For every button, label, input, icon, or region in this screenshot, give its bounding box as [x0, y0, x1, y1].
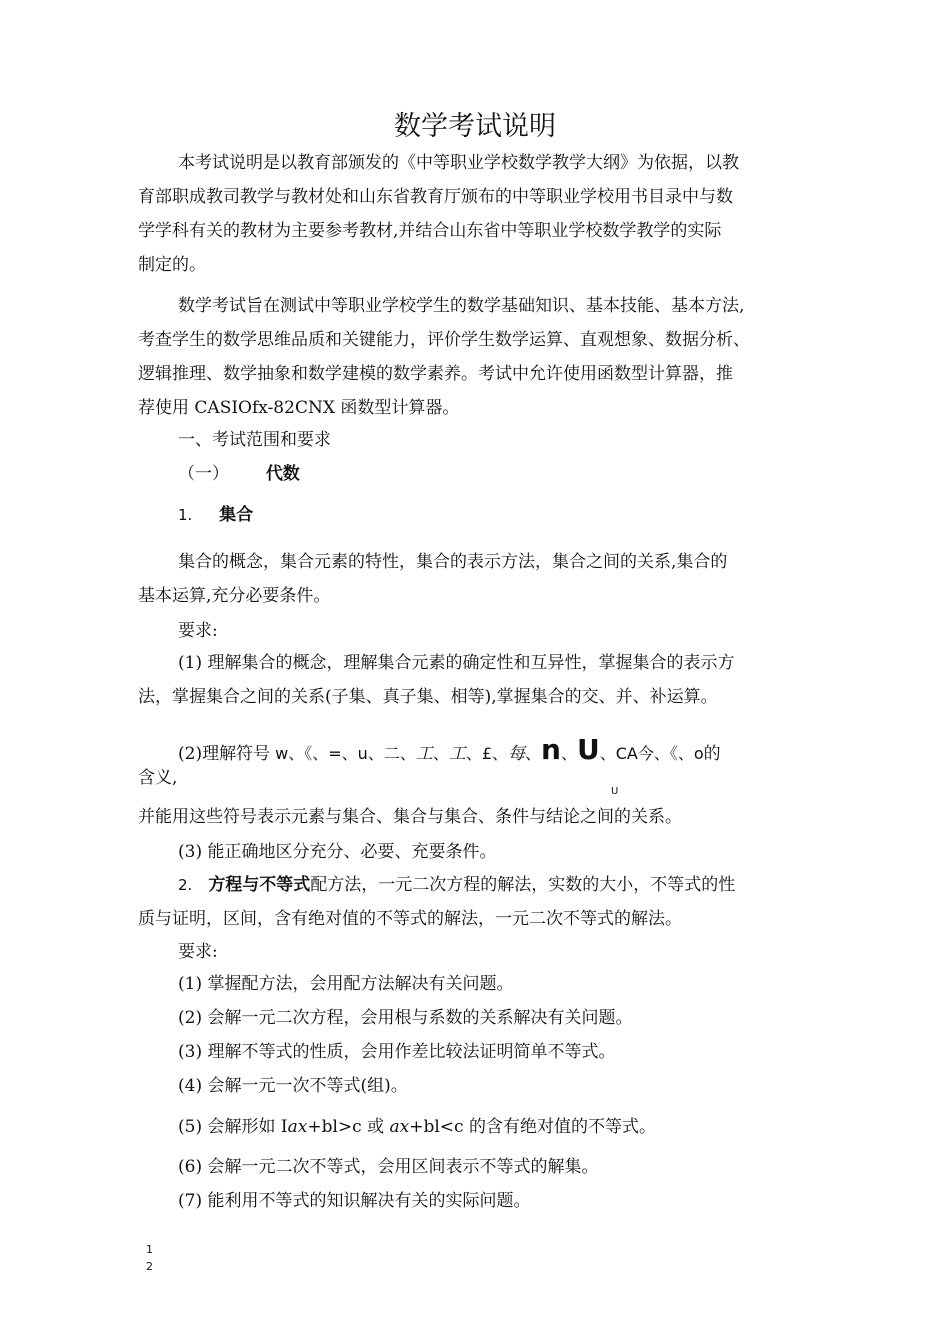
req-line: 法，掌握集合之间的关系(子集、真子集、相等),掌握集合的交、并、补运算。: [138, 687, 718, 707]
purpose-line: 荐使用 CASIOfx-82CNX 函数型计算器。: [138, 398, 460, 418]
intro-paragraph: [138, 146, 828, 282]
separator: 、: [432, 744, 449, 763]
requirements-label: 要求:: [178, 621, 218, 641]
content-line: 集合的概念，集合元素的特性，集合的表示方法，集合之间的关系,集合的: [178, 552, 728, 572]
purpose-line: 考查学生的数学思维品质和关键能力，评价学生数学运算、直观想象、数据分析、: [138, 330, 750, 350]
italic-symbol: 工: [448, 744, 466, 764]
req2-item: (3) 理解不等式的性质，会用作差比较法证明简单不等式。: [178, 1042, 616, 1062]
symbol-list: 、£、: [465, 744, 509, 763]
topic2-heading-line: [138, 868, 828, 902]
math-variable: ax: [389, 1117, 410, 1137]
symbol-list: w、《、=、u、二、: [270, 744, 416, 763]
content-line: 基本运算,充分必要条件。: [138, 586, 331, 606]
req-text: (2)理解符号: [178, 744, 271, 764]
req1-item2: [178, 733, 721, 768]
req2-item: (7) 能利用不等式的知识解决有关的实际问题。: [178, 1191, 531, 1211]
page-number-line: 1: [146, 1243, 153, 1256]
intro-line: 本考试说明是以教育部颁发的《中等职业学校数学教学大纲》为依据，以教: [178, 153, 739, 173]
req-text: +bl>c 或: [307, 1117, 390, 1137]
italic-symbol: 工: [415, 744, 433, 764]
req2-item: (2) 会解一元二次方程，会用根与系数的关系解决有关问题。: [178, 1008, 633, 1028]
req2-item: (4) 会解一元一次不等式(组)。: [178, 1076, 408, 1096]
topic-number: 2.: [178, 876, 193, 894]
section-heading: 一、考试范围和要求: [178, 430, 331, 450]
intersection-symbol: n: [541, 733, 561, 766]
purpose-line: 逻辑推理、数学抽象和数学建模的数学素养。考试中允许使用函数型计算器，推: [138, 364, 733, 384]
purpose-paragraph: [138, 289, 828, 425]
part-heading: [178, 460, 300, 488]
topic-heading: [178, 501, 253, 529]
req2-item: (1) 掌握配方法，会用配方法解决有关问题。: [178, 974, 514, 994]
math-variable: ax: [287, 1117, 308, 1137]
union-symbol: U: [577, 733, 600, 766]
req1-item1: [138, 646, 828, 714]
req-text: (5) 会解形如 I: [178, 1117, 288, 1137]
separator: 、: [525, 744, 542, 763]
intro-line: 学学科有关的教材为主要参考教材,并结合山东省中等职业学校数学教学的实际: [138, 221, 722, 241]
part-number: （一）: [178, 464, 229, 484]
purpose-line: 数学考试旨在测试中等职业学校学生的数学基础知识、基本技能、基本方法,: [178, 296, 745, 316]
topic-name: 方程与不等式: [208, 875, 311, 895]
topic-number: 1.: [178, 506, 193, 524]
req2-item5: [178, 1113, 656, 1141]
topic1-content: [138, 545, 828, 613]
symbol-list: 、CA今、《、o: [599, 744, 704, 763]
page-title: 数学考试说明: [394, 111, 556, 142]
separator: 、: [560, 744, 577, 763]
topic2-paragraph: [138, 868, 828, 936]
intro-line: 育部职成教司教学与教材处和山东省教育厅颁布的中等职业学校用书目录中与数: [138, 187, 733, 207]
req1-item2-line2: 含义,: [138, 768, 178, 788]
topic2-content: 配方法，一元二次方程的解法，实数的大小，不等式的性: [310, 875, 736, 895]
italic-symbol: 每: [508, 744, 526, 764]
part-name: 代数: [265, 464, 300, 484]
intro-line: 制定的。: [138, 255, 206, 275]
req1-item2-line3: 并能用这些符号表示元素与集合、集合与集合、条件与结论之间的关系。: [138, 807, 682, 827]
req-line: (1) 理解集合的概念，理解集合元素的确定性和互异性，掌握集合的表示方: [178, 653, 735, 673]
req-text: 的: [703, 744, 721, 764]
requirements-label: 要求:: [178, 942, 218, 962]
page-number-line: 2: [146, 1260, 153, 1273]
req2-item: (6) 会解一元二次不等式，会用区间表示不等式的解集。: [178, 1157, 599, 1177]
req1-item3: (3) 能正确地区分充分、必要、充要条件。: [178, 842, 497, 862]
req-text: +bl<c 的含有绝对值的不等式。: [409, 1117, 656, 1137]
subscript-symbol: U: [611, 786, 619, 797]
topic-name: 集合: [219, 505, 254, 525]
topic2-content-line: 质与证明，区间，含有绝对值的不等式的解法，一元二次不等式的解法。: [138, 909, 682, 929]
